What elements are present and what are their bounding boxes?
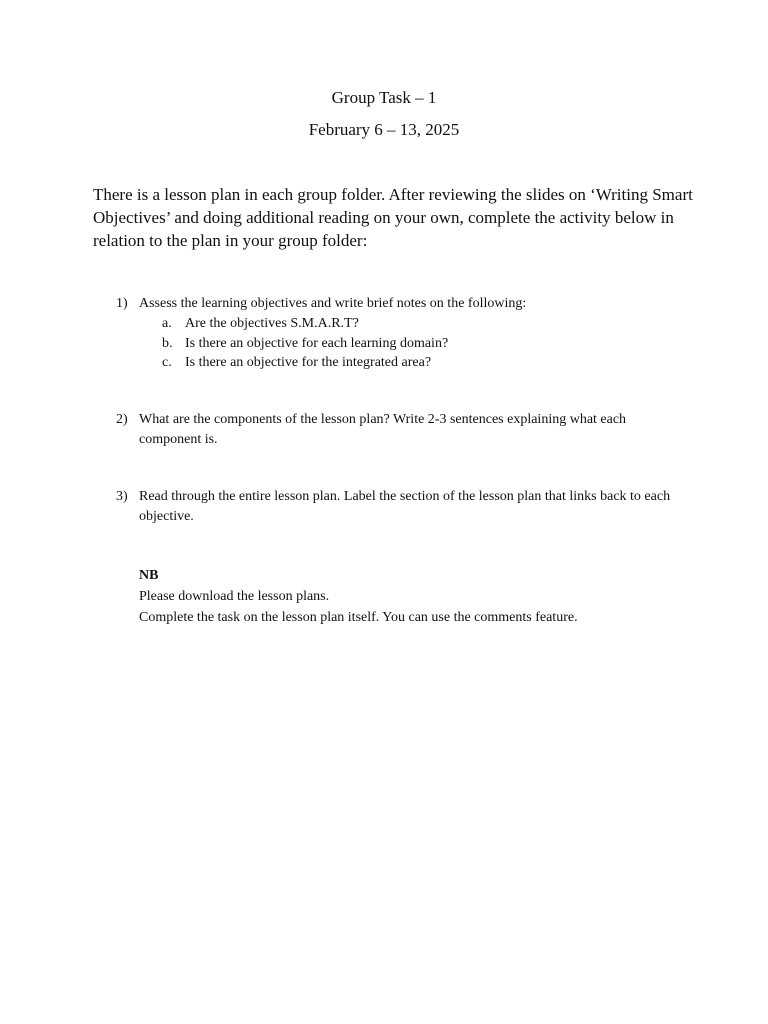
date-range: February 6 – 13, 2025 bbox=[308, 120, 460, 139]
intro-paragraph: There is a lesson plan in each group folder. After reviewing the slides on ‘Writing Smart Objectives’ and doing additional reading on your own, complete the activity below in relation to the plan in your group folder: bbox=[93, 185, 693, 250]
note-line: Complete the task on the lesson plan itself. You can use the comments feature. bbox=[139, 610, 578, 625]
task-item-text: Read through the entire lesson plan. Label the section of the lesson plan that links back to each objective. bbox=[139, 489, 671, 524]
task-item-3 bbox=[116, 487, 676, 527]
sub-item-letter: c. bbox=[162, 355, 172, 370]
document-title: Group Task – 1 bbox=[331, 88, 437, 107]
sub-item-a bbox=[162, 314, 676, 334]
sub-item-c bbox=[162, 353, 676, 373]
note-line: Please download the lesson plans. bbox=[139, 589, 330, 604]
sub-item-text: Is there an objective for each learning domain? bbox=[185, 335, 449, 351]
sub-item-letter: a. bbox=[162, 316, 172, 331]
sub-item-text: Are the objectives S.M.A.R.T? bbox=[185, 316, 359, 331]
task-item-number: 3) bbox=[116, 489, 128, 504]
sub-item-text: Is there an objective for the integrated area? bbox=[185, 355, 432, 370]
sub-list bbox=[116, 314, 676, 373]
task-item-text: Assess the learning objectives and write brief notes on the following: bbox=[139, 296, 527, 311]
task-item-number: 2) bbox=[116, 412, 128, 427]
task-item-text: What are the components of the lesson plan? Write 2-3 sentences explaining what each component is. bbox=[139, 412, 627, 447]
task-item-2 bbox=[116, 410, 676, 450]
task-item-number: 1) bbox=[116, 296, 128, 311]
note-block bbox=[139, 565, 699, 628]
sub-item-b bbox=[162, 334, 676, 354]
note-heading: NB bbox=[139, 568, 159, 583]
sub-item-letter: b. bbox=[162, 335, 173, 351]
task-item-1 bbox=[116, 294, 676, 373]
